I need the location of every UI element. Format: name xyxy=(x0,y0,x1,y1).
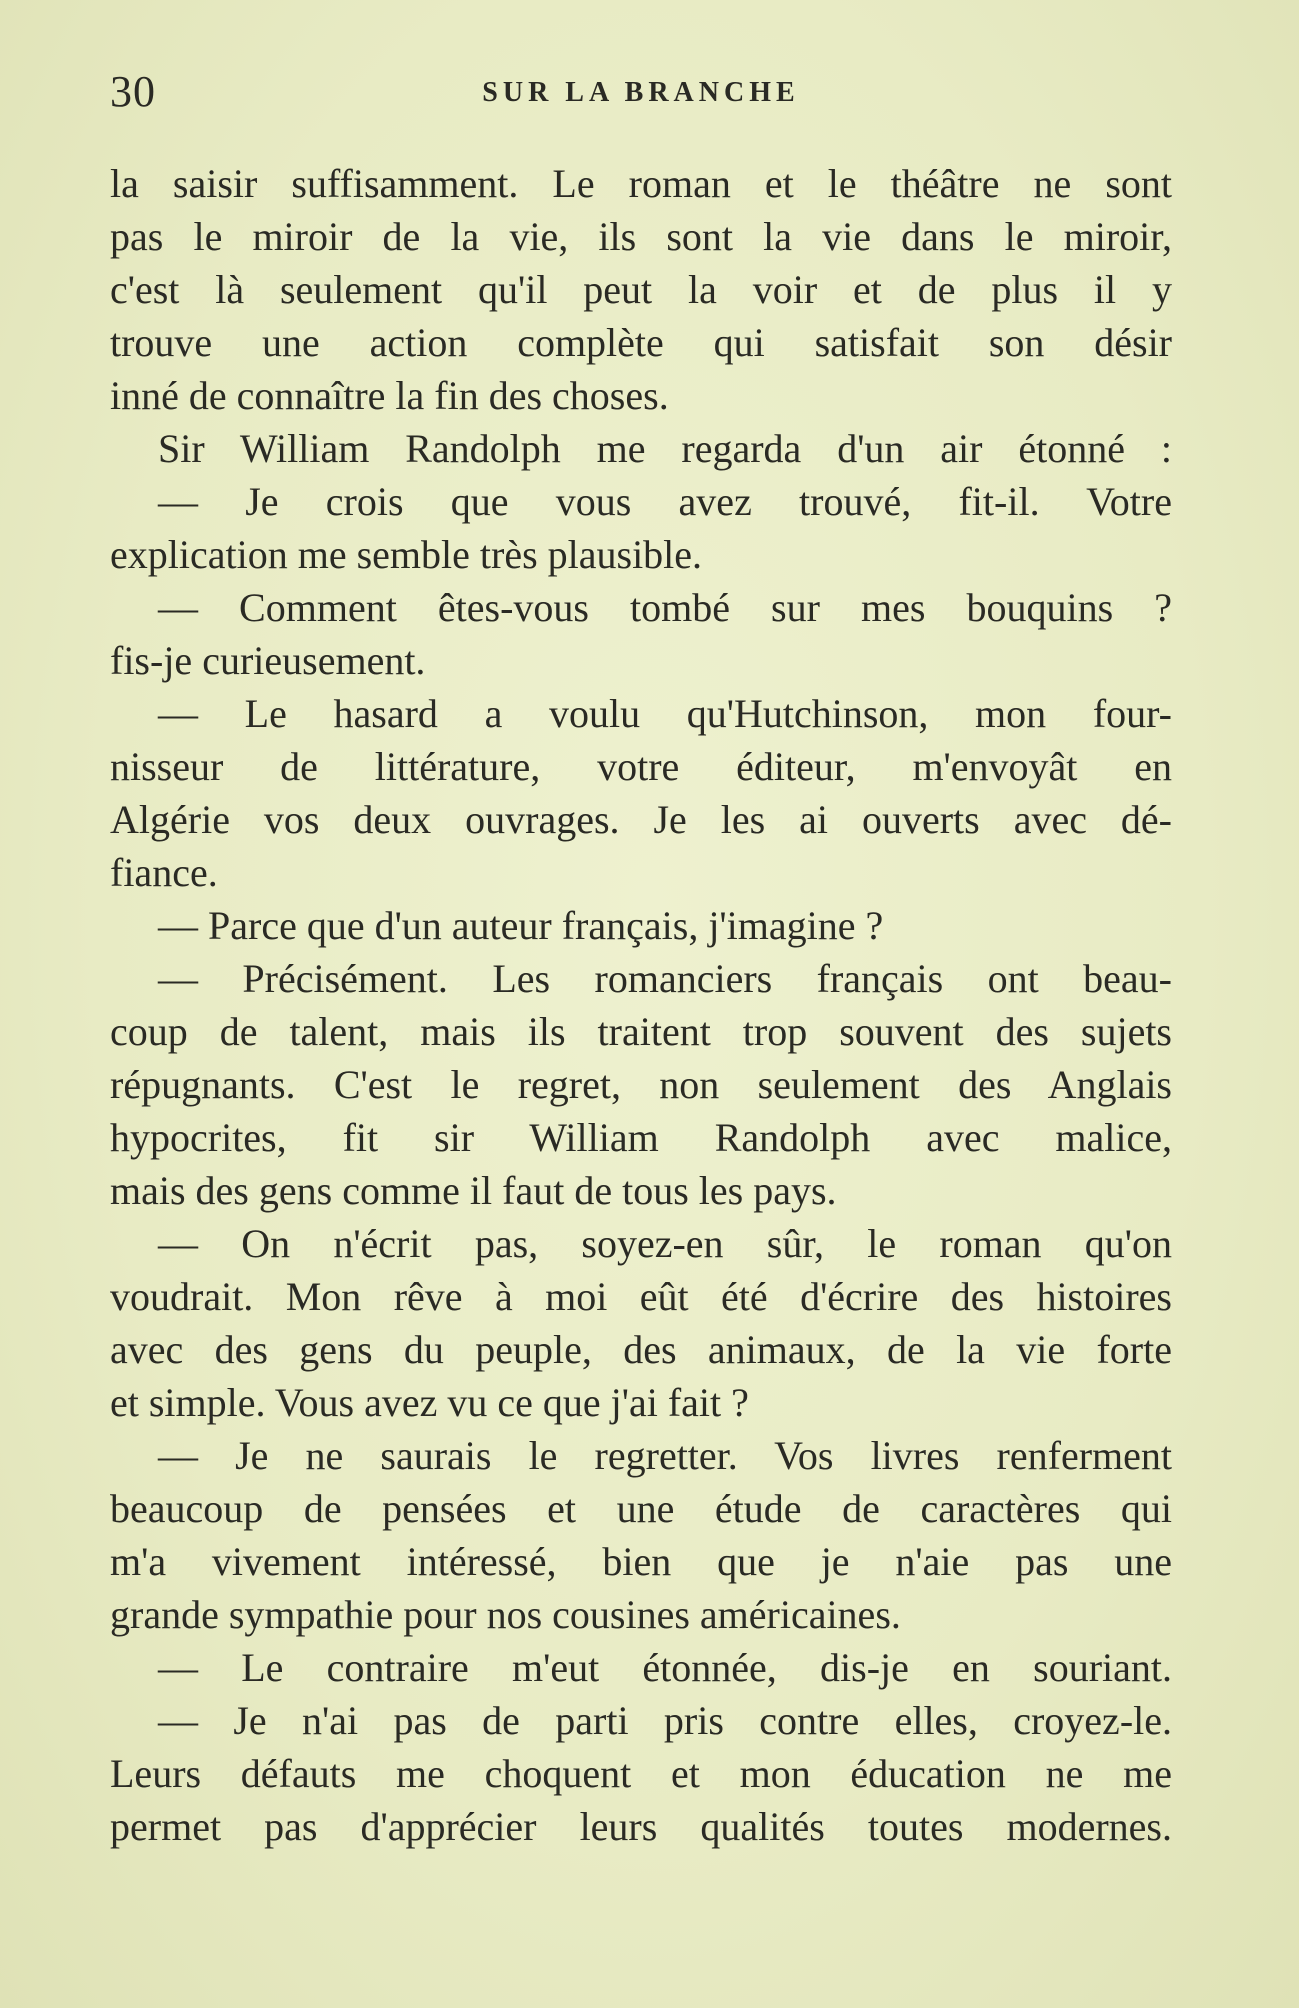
text-line: — Je crois que vous avez trouvé, fit-il. Votre xyxy=(158,479,1172,524)
text-line: permet pas d'apprécier leurs qualités toutes modernes. xyxy=(110,1804,1172,1849)
text-line: répugnants. C'est le regret, non seulement des Anglais xyxy=(110,1062,1172,1107)
text-line: coup de talent, mais ils traitent trop souvent des sujets xyxy=(110,1009,1172,1054)
text-line: — Parce que d'un auteur français, j'imagine ? xyxy=(158,903,884,948)
text-line: — Le contraire m'eut étonnée, dis-je en souriant. xyxy=(158,1645,1172,1690)
body-text xyxy=(110,157,1172,1853)
text-line: Leurs défauts me choquent et mon éducation ne me xyxy=(110,1751,1172,1796)
text-line: mais des gens comme il faut de tous les pays. xyxy=(110,1168,837,1213)
text-line: — Je n'ai pas de parti pris contre elles, croyez-le. xyxy=(158,1698,1172,1743)
text-line: inné de connaître la fin des choses. xyxy=(110,373,669,418)
running-head: SUR LA BRANCHE xyxy=(482,77,800,108)
text-line: et simple. Vous avez vu ce que j'ai fait ? xyxy=(110,1380,749,1425)
text-line: — Le hasard a voulu qu'Hutchinson, mon four- xyxy=(158,691,1172,736)
text-line: pas le miroir de la vie, ils sont la vie dans le miroir, xyxy=(110,214,1172,259)
text-line: m'a vivement intéressé, bien que je n'aie pas une xyxy=(110,1539,1172,1584)
text-line: trouve une action complète qui satisfait son désir xyxy=(110,320,1172,365)
text-line: explication me semble très plausible. xyxy=(110,532,703,577)
text-line: fis-je curieusement. xyxy=(110,638,426,683)
page-number: 30 xyxy=(110,67,156,116)
page-header xyxy=(110,62,1172,122)
text-line: — Je ne saurais le regretter. Vos livres renferment xyxy=(158,1433,1172,1478)
text-line: grande sympathie pour nos cousines américaines. xyxy=(110,1592,901,1637)
text-line: beaucoup de pensées et une étude de caractères qui xyxy=(110,1486,1172,1531)
text-line: Sir William Randolph me regarda d'un air étonné : xyxy=(158,426,1172,471)
text-line: voudrait. Mon rêve à moi eût été d'écrire des histoires xyxy=(110,1274,1172,1319)
text-line: c'est là seulement qu'il peut la voir et de plus il y xyxy=(110,267,1172,312)
text-line: Algérie vos deux ouvrages. Je les ai ouverts avec dé- xyxy=(110,797,1172,842)
text-line: avec des gens du peuple, des animaux, de la vie forte xyxy=(110,1327,1172,1372)
text-line: — Précisément. Les romanciers français ont beau- xyxy=(158,956,1172,1001)
text-line: fiance. xyxy=(110,850,218,895)
text-line: la saisir suffisamment. Le roman et le théâtre ne sont xyxy=(110,161,1172,206)
text-line: hypocrites, fit sir William Randolph avec malice, xyxy=(110,1115,1172,1160)
text-line: — Comment êtes-vous tombé sur mes bouquins ? xyxy=(158,585,1172,630)
text-line: — On n'écrit pas, soyez-en sûr, le roman qu'on xyxy=(158,1221,1172,1266)
text-line: nisseur de littérature, votre éditeur, m'envoyât en xyxy=(110,744,1172,789)
